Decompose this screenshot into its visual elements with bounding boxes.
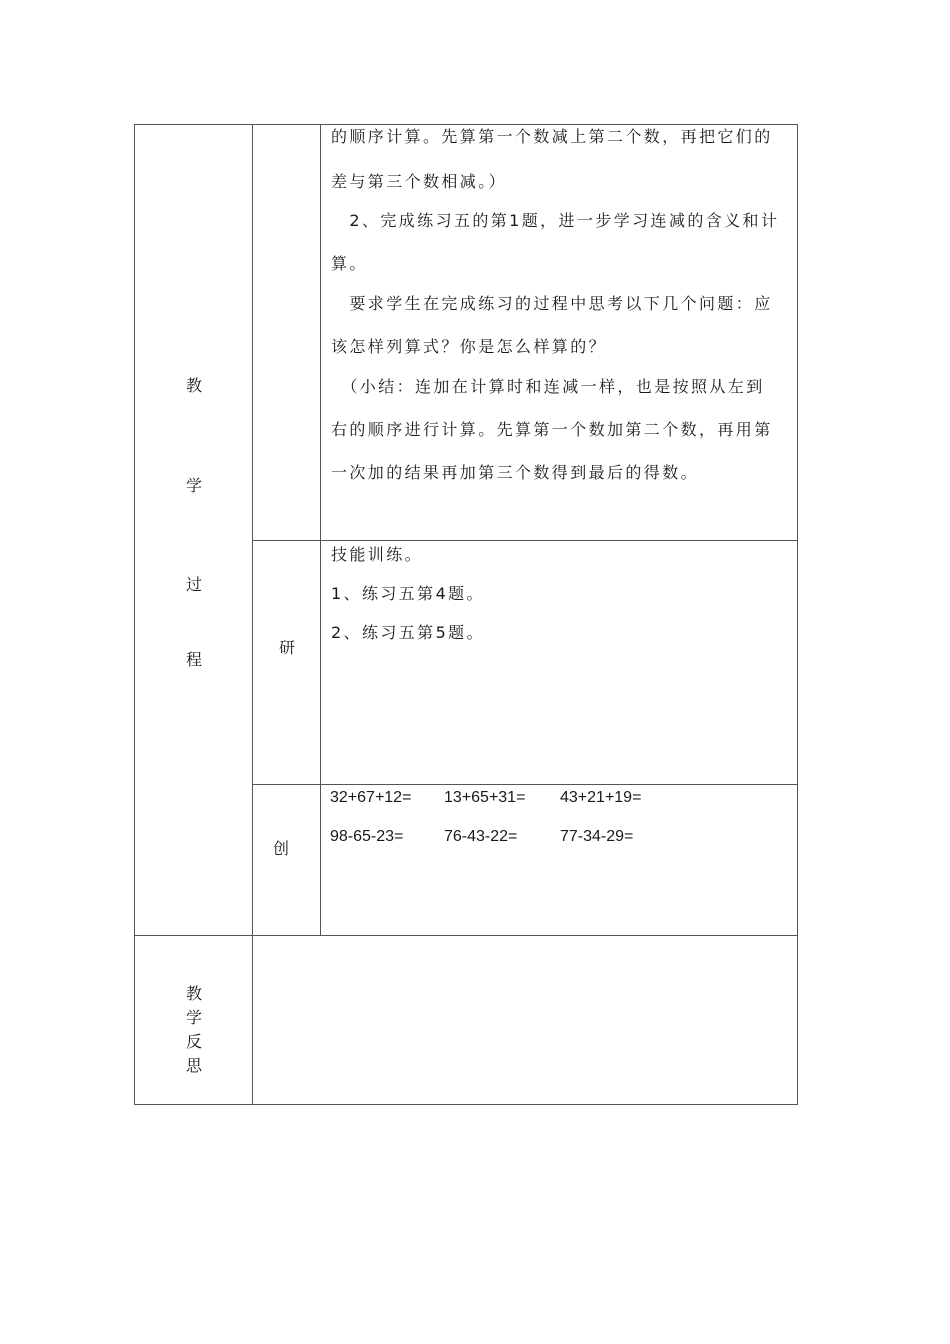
- table-left-border: [134, 124, 135, 1105]
- exercise-2-3: 77-34-29=: [560, 828, 634, 845]
- stage-label-create: 创: [273, 839, 290, 858]
- reflection-label-char-2: 学: [186, 1008, 203, 1027]
- process-label-char-2: 学: [186, 476, 203, 495]
- section1-line-2: 差与第三个数相减。）: [331, 172, 508, 191]
- reflection-label-char-4: 思: [186, 1056, 203, 1075]
- reflection-label-char-1: 教: [186, 984, 203, 1003]
- table-bottom-border: [134, 1104, 798, 1105]
- row-divider-create: [253, 784, 798, 785]
- section1-line-9: 一次加的结果再加第三个数得到最后的得数。: [331, 463, 700, 482]
- exercise-1-1: 32+67+12=: [330, 789, 412, 806]
- exercise-2-2: 76-43-22=: [444, 828, 518, 845]
- section2-line-2: 1、练习五第4题。: [331, 584, 485, 603]
- table-right-border: [797, 124, 798, 1105]
- section2-line-3: 2、练习五第5题。: [331, 623, 485, 642]
- stage-label-research: 研: [279, 638, 296, 657]
- section1-line-8: 右的顺序进行计算。先算第一个数加第二个数，再用第: [331, 420, 773, 439]
- stage-column-divider: [320, 124, 321, 936]
- section1-line-3: 2、完成练习五的第1题，进一步学习连减的含义和计: [331, 211, 780, 230]
- exercise-2-1: 98-65-23=: [330, 828, 404, 845]
- reflection-content-area: [260, 945, 790, 1095]
- section1-line-6: 该怎样列算式？你是怎么样算的？: [331, 337, 608, 356]
- exercise-1-2: 13+65+31=: [444, 789, 526, 806]
- section2-line-1: 技能训练。: [331, 545, 424, 564]
- label-column-divider: [252, 124, 253, 1105]
- exercise-1-3: 43+21+19=: [560, 789, 642, 806]
- table-top-border: [134, 124, 798, 125]
- section1-line-5: 要求学生在完成练习的过程中思考以下几个问题：应: [331, 294, 773, 313]
- row-divider-research: [253, 540, 798, 541]
- section1-line-4: 算。: [331, 254, 368, 273]
- process-label-char-3: 过: [186, 575, 203, 594]
- section1-line-1: 的顺序计算。先算第一个数减上第二个数，再把它们的: [331, 127, 773, 146]
- process-label-char-1: 教: [186, 376, 203, 395]
- row-divider-reflection: [134, 935, 798, 936]
- process-label-char-4: 程: [186, 650, 203, 669]
- reflection-label-char-3: 反: [186, 1032, 203, 1051]
- section1-line-7: （小结：连加在计算时和连减一样，也是按照从左到: [331, 377, 765, 396]
